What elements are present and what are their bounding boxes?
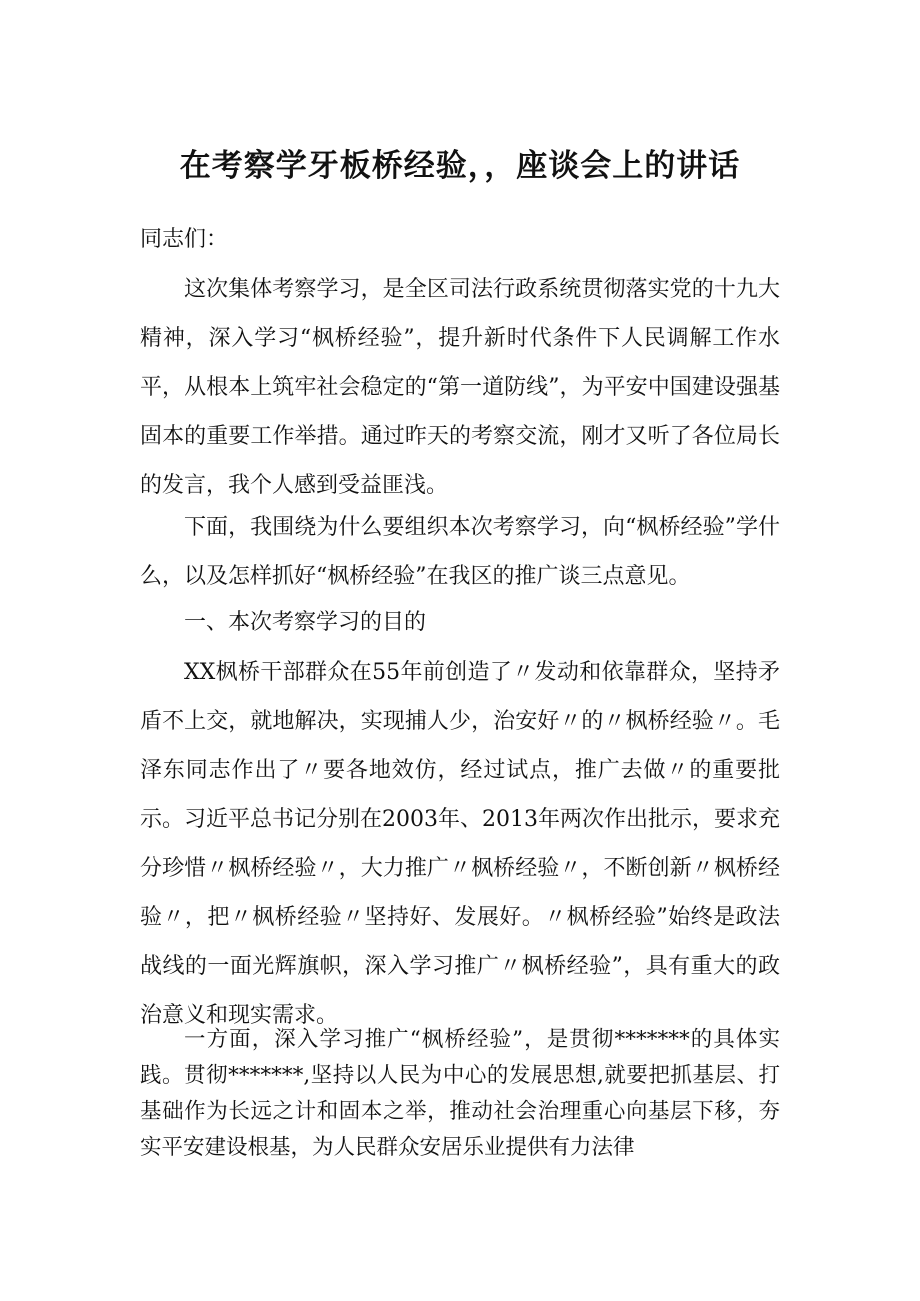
paragraph-outline: 下面，我围绕为什么要组织本次考察学习，向“枫桥经验”学什么，以及怎样抓好“枫桥经验”在我区的推广谈三点意见。 [140, 515, 780, 589]
section-heading-1: 一、本次考察学习的目的 [184, 610, 427, 635]
paragraph-history: XX枫桥干部群众在55年前创造了〃发动和依靠群众，坚持矛盾不上交，就地解决，实现捕人少，治安好〃的〃枫桥经验〃。毛泽东同志作出了〃要各地效仿，经过试点，推广去做〃的重要批示。习近平总书记分别在2003年、2013年两次作出批示，要求充分珍惜〃枫桥经验〃，大力推广〃枫桥经验〃，不断创新〃枫桥经验〃，把〃枫桥经验〃坚持好、发展好。〃枫桥经验”始终是政法战线的一面光辉旗帜，深入学习推广〃枫桥经验”，具有重大的政治意义和现实需求。 [140, 660, 780, 1028]
document-title: 在考察学牙板桥经验，，座谈会上的讲话 [179, 148, 741, 184]
paragraph-practice: 一方面，深入学习推广“枫桥经验”，是贯彻*******的具体实践。贯彻*******,坚持以人民为中心的发展思想,就要把抓基层、打基础作为长远之计和固本之举，推动社会治理重心向基层下移，夯实平安建设根基，为人民群众安居乐业提供有力法律 [140, 1027, 780, 1160]
paragraph-intro: 这次集体考察学习，是全区司法行政系统贯彻落实党的十九大精神，深入学习“枫桥经验”，提升新时代条件下人民调解工作水平，从根本上筑牢社会稳定的“第一道防线”，为平安中国建设强基固本的重要工作举措。通过昨天的考察交流，刚才又听了各位局长的发言，我个人感到受益匪浅。 [140, 277, 780, 498]
greeting: 同志们： [140, 227, 229, 252]
